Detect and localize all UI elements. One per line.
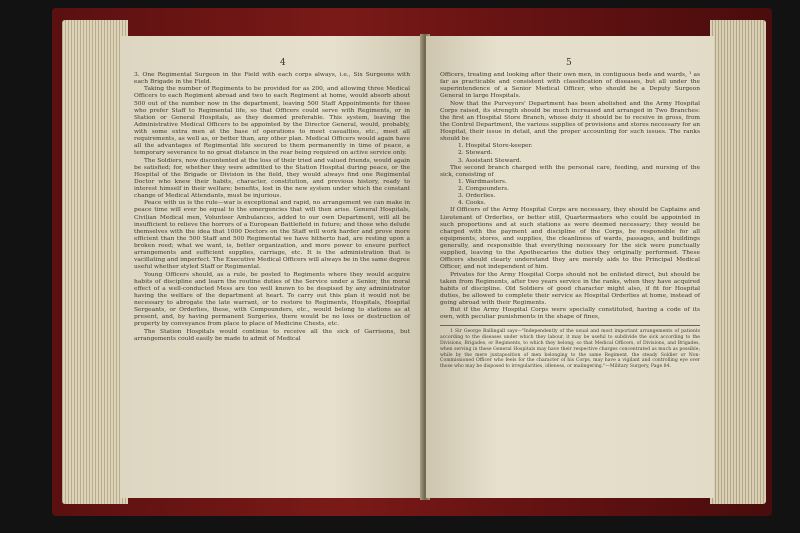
footnote-text: 1 Sir George Ballingall says—"Independently of the usual and most important arrangements of patients according to the diseases under which they labour, it may be useful to subdivide the sick according to the Divisions, Brigades, or Regiments, to which they belong; so that Medical Officers, of Divisions, and Brigades, when serving in these General Hospitals may have their respective charges concentrated as much as possible; while by the mere juxtaposition of men belonging to the same Regiment, the steady Soldier or Non-Commissioned Officer who feels for the character of his Corps, may have a vigilant and controlling eye over those who may be disposed to irregularities, idleness, or malingering."—Military Surgery, Page 84.: [440, 329, 700, 370]
list-item: 1. Wardmasters.: [458, 178, 507, 185]
paragraph: Now that the Purveyors' Department has been abolished and the Army Hospital Corps raised, its strength should be much increased and arranged in Two Branches: the first an Hospital Store Branch, whose duty it should be to receive in gross, from the Control Department, the various supplies of provisions and stores necessary for an Hospital, their issue in detail, and the proper accounting for such issues. The ranks should be: [440, 100, 700, 143]
paragraph: The Soldiers, now discontented at the loss of their tried and valued friends, would again be satisfied; for, whether they were admitted to the Station Hospital during peace, or the Hospital of the Brigade or Division in the field, they would always find one Regimental Doctor who knew their habits, character, constitution, and previous history, ready to interest himself in their welfare; benefits, lost in the new system under which the constant change of Medical Attendants, must be injurious.: [134, 157, 410, 200]
paragraph: Peace with us is the rule—war is exceptional and rapid, no arrangement we can make in peace time will ever be equal to the emergencies that will then arise. General Hospitals, Civilian Medical men, Volunteer Ambulances, added to our own Department, will all be insufficient to relieve the horrors of a European Battlefield in future; and those who delude themselves with the idea that 1000 Doctors on the Staff will work harder and prove more efficient than the 500 Staff and 500 Regimental we have hitherto had, are resting upon a broken reed; what we want, is, better organization, and more power to ensure perfect arrangements and sufficient supplies, carriage, etc. It is the administration that is vacillating and imperfect. The Executive Medical Officers will always be in the same degree useful whether styled Staff or Regimental.: [134, 200, 410, 271]
list-item: 3. Orderlies.: [458, 193, 496, 200]
footnote-rule: [440, 325, 700, 326]
paragraph: Officers, treating and looking after their own men, in contiguous beds and wards, ¹ as far as practicable and consistent with classification of diseases, but all under the superintendence of a Senior Medical Officer, who should be a Deputy Surgeon General in large Hospitals.: [440, 72, 700, 100]
page-edges-left: [62, 20, 128, 504]
paragraph: The second branch charged with the personal care, feeding, and nursing of the sick, consisting of: [440, 164, 700, 178]
paragraph: Privates for the Army Hospital Corps should not be enlisted direct, but should be taken from Regiments, after two years service in the ranks, when they have acquired habits of discipline. Old Soldiers of good character might also, if fit for Hospital duties, be allowed to complete their service as Hospital Orderlies at home, instead of going abroad with their Regiments.: [440, 271, 700, 306]
list-item: 2. Steward.: [458, 150, 493, 157]
paragraph: Taking the number of Regiments to be provided for as 200, and allowing three Medical Officers to each Regiment abroad and two to each Regiment at home, would absorb about 500 out of the number now in the department, leaving 500 Staff Appointments for those who prefer Staff to Regimental life, so that Officers could serve with Regiments, or in Station or General Hospitals, as they deemed preferable. This system, leaving the Administrative Medical Officers to be appointed by the Director General, would, probably, with some extra men at the base of operations to meet casualties, etc., meet all requirements, as well as, or better than, any other plan. Medical Officers would again have all the advantages of Regimental life secured to them permanently in time of peace, a temporary severance to no great distance in the rear being required on active service only.: [134, 86, 410, 157]
paragraph: Young Officers should, as a rule, be posted to Regiments where they would acquire habits of discipline and learn the routine duties of the Service under a Senior, the moral effect of a well-conducted Mess are too well known to be despised by any administrator having the welfare of the department at heart. To carry out this plan it would not be necessary to abrogate the late warrant, or to restore to Regiments, Hospitals, Hospital Sergeants, or Orderlies, these, with Compounders, etc., would belong to stations as at present, and, by having permanent Surgeries, there would be no loss or destruction of property by conveyance from place to place of Medicine Chests, etc.: [134, 271, 410, 328]
page-edges-right: [710, 20, 766, 504]
paragraph: The Station Hospitals would continue to receive all the sick of Garrisons, but arrangements could easily be made to admit of Medical: [134, 328, 410, 342]
paragraph: If Officers of the Army Hospital Corps are necessary, they should be Captains and Lieutenant of Orderlies, or better still, Quartermasters who could be appointed in such proportions and at such stations as were deemed necessary; they would be charged with the payment and discipline of the Corps, be responsible for all equipments, stores, and supplies, the cleanliness of wards, passages, and buildings generally, and responsible that everything necessary for the sick were punctually supplied, leaving to the Apothecaries the duties they originally performed. These Officers should clearly understand they are merely aids to the Principal Medical Officer, and not independent of him.: [440, 207, 700, 271]
list-item: 3. Assistant Steward.: [458, 157, 522, 164]
page-number: 5: [566, 58, 572, 68]
right-page: [426, 36, 714, 498]
branch-list: [440, 179, 700, 208]
left-page-text: [134, 72, 410, 343]
left-page: [120, 36, 424, 498]
page-number: 4: [280, 58, 286, 68]
ranks-list: [440, 143, 700, 164]
right-page-text: [440, 72, 700, 370]
list-item: 2. Compounders.: [458, 186, 510, 192]
paragraph: 3. One Regimental Surgeon in the Field with each corps always, i.e., Six Surgeons with each Brigade in the Field.: [134, 72, 410, 86]
paragraph: But if the Army Hospital Corps were specially constituted, having a code of its own, with peculiar punishments in the shape of fines,: [440, 307, 700, 321]
footnote: [440, 329, 700, 370]
list-item: 4. Cooks.: [458, 200, 486, 207]
list-item: 1. Hospital Store-keeper.: [458, 143, 533, 150]
